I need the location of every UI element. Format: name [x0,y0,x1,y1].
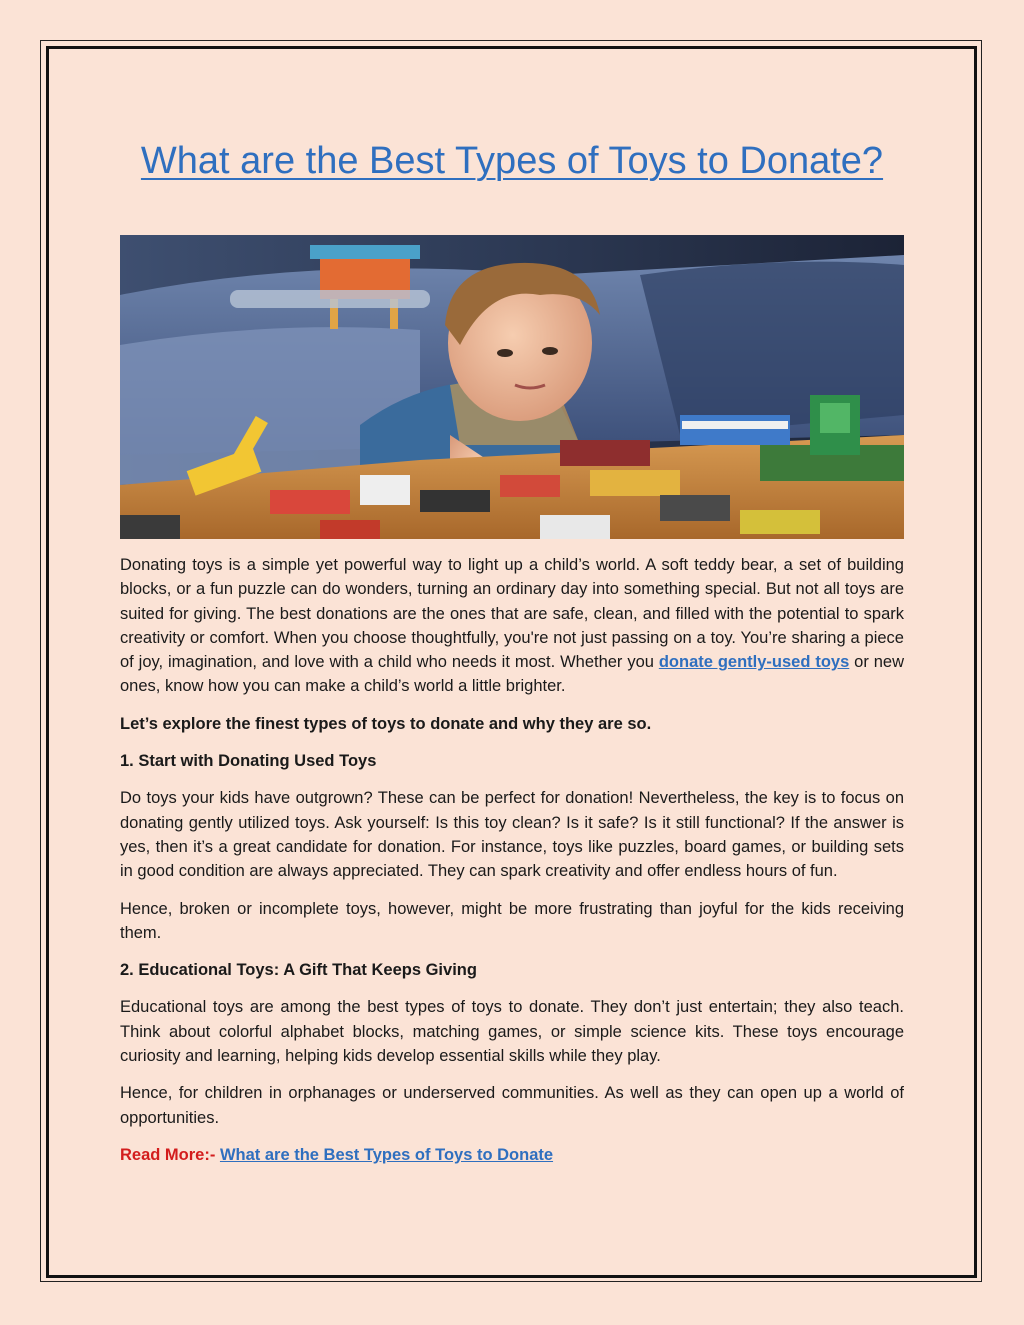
intro-paragraph [120,553,904,699]
article-body [120,553,904,1180]
section-1-paragraph-2: Hence, broken or incomplete toys, however, might be more frustrating than joyful for the kids receiving them. [120,899,904,942]
lead-sentence: Let’s explore the finest types of toys to donate and why they are so. [120,714,652,733]
section-1-heading: 1. Start with Donating Used Toys [120,752,377,771]
section-1-paragraph-1: Do toys your kids have outgrown? These can be perfect for donation! Nevertheless, the key is to focus on donating gently utilized toys. Ask yourself: Is this toy clean? Is it safe? Is it still functional? If the answer is yes, then it’s a great candidate for donation. For instance, toys like puzzles, board games, or building sets in good condition are always appreciated. They can spark creativity and offer endless hours of fun. [120,789,904,881]
read-more-link[interactable]: What are the Best Types of Toys to Donate [219,1145,554,1164]
hero-photo [120,235,904,539]
section-2-paragraph-1: Educational toys are among the best types of toys to donate. They don’t just entertain; they also teach. Think about colorful alphabet blocks, matching games, or simple science kits. These toys encourage curiosity and learning, helping kids develop essential skills while they play. [120,998,904,1066]
intro-text-before-link: Donating toys is a simple yet powerful way to light up a child’s world. A soft teddy bear, a set of building blocks, or a fun puzzle can do wonders, turning an ordinary day into something special. But not all toys are suited for giving. The best donations are the ones that are safe, clean, and filled with the potential to spark creativity or comfort. When you choose thoughtfully, you're not just passing on a toy. You’re sharing a piece of joy, imagination, and love with a child who needs it most. Whether you [120,556,904,672]
section-2-heading: 2. Educational Toys: A Gift That Keeps Giving [120,961,477,980]
read-more-label: Read More:- [120,1145,220,1164]
intro-text-after-link: or new ones, know how you can make a child’s world a little brighter. [120,653,905,696]
donate-used-toys-link[interactable]: donate gently-used toys [658,653,850,672]
document-title: What are the Best Types of Toys to Donate? [140,140,884,182]
section-2-paragraph-2: Hence, for children in orphanages or underserved communities. As well as they can open up a world of opportunities. [120,1084,904,1127]
read-more-line [120,1143,904,1167]
